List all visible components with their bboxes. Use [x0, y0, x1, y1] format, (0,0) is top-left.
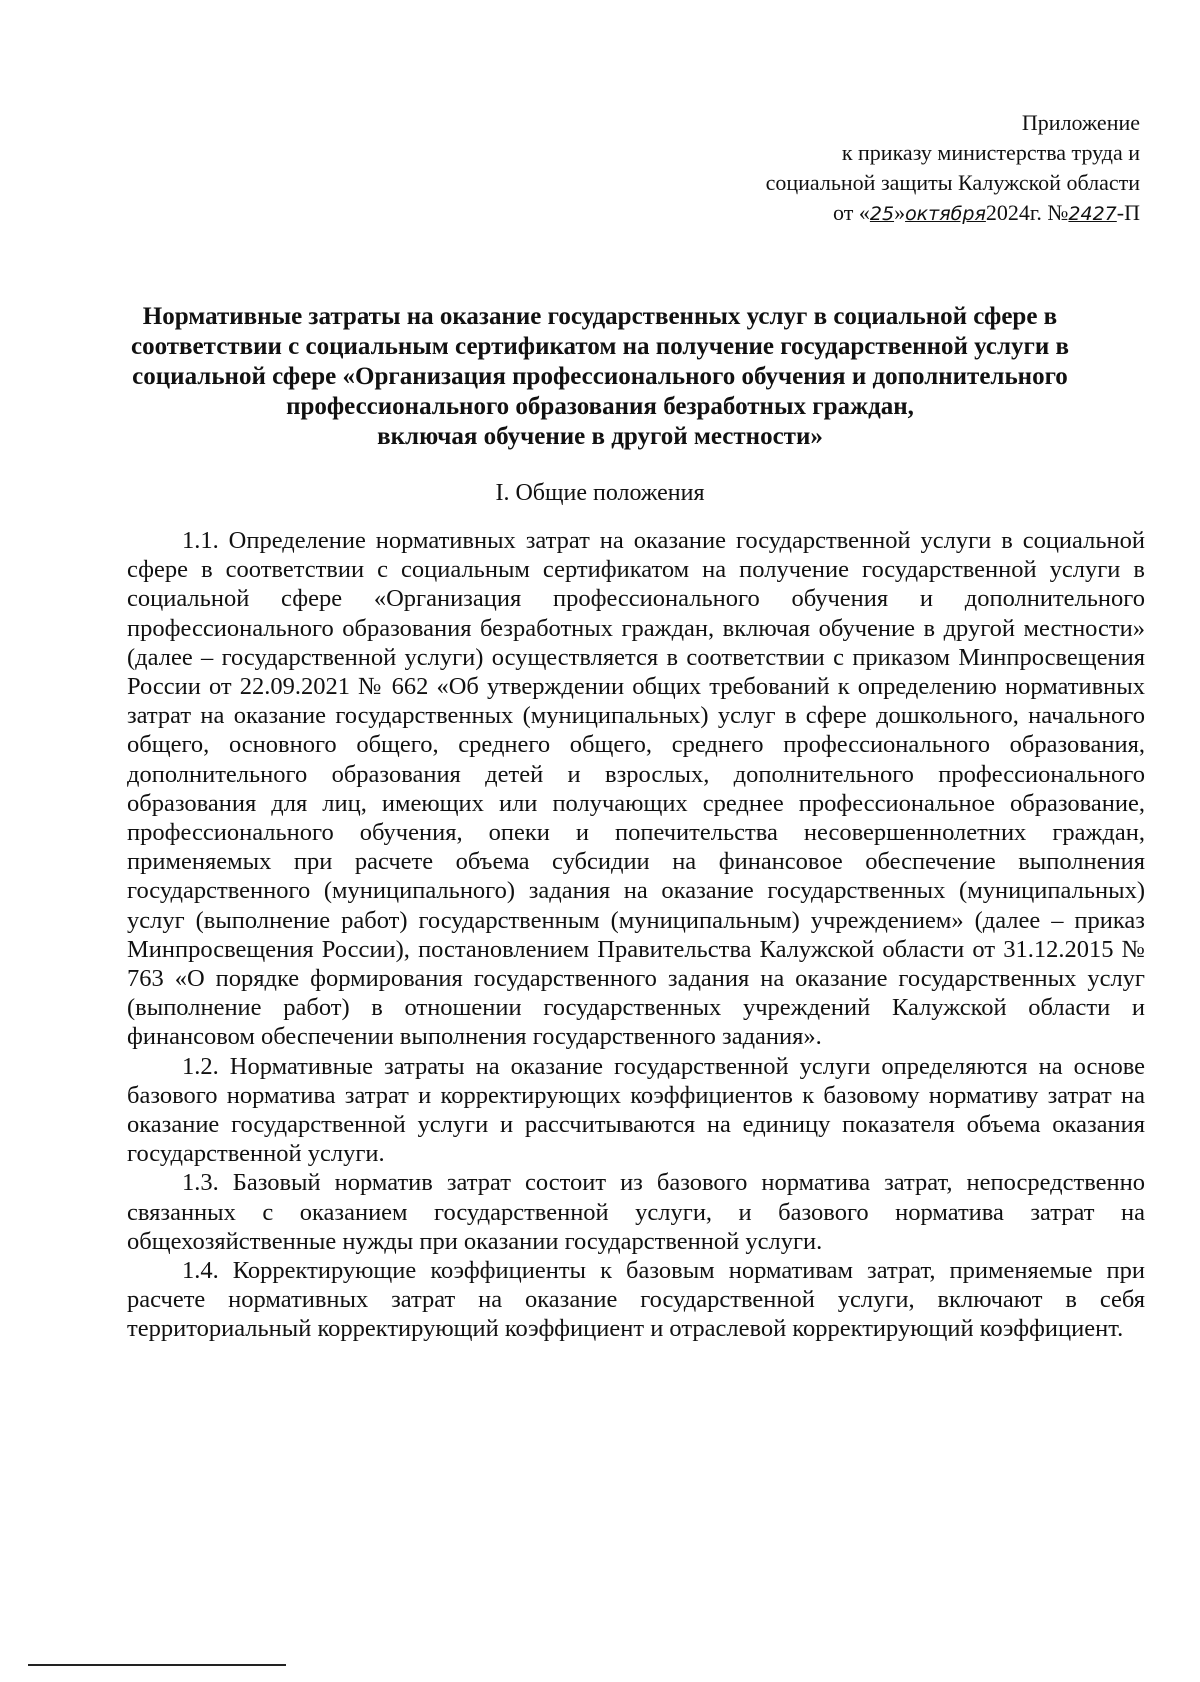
- document-body: [127, 526, 1145, 1344]
- appendix-ministry: социальной защиты Калужской области: [765, 170, 1140, 195]
- section-heading: I. Общие положения: [495, 480, 705, 506]
- paragraph-1-1: 1.1. Определение нормативных затрат на оказание государственной услуги в социальной сфере в соответствии с социальным сертификатом на получение государственной услуги в социальной сфере «Организация профессионального обучения и дополнительного профессионального образования безработных граждан, включая обучение в другой местности» (далее – государственной услуги) осуществляется в соответствии с приказом Минпросвещения России от 22.09.2021 № 662 «Об утверждении общих требований к определению нормативных затрат на оказание государственных (муниципальных) услуг в сфере дошкольного, начального общего, основного общего, среднего общего, среднего профессионального образования, дополнительного образования детей и взрослых, дополнительного профессионального образования для лиц, имеющих или получающих среднее профессиональное образование, профессионального обучения, опеки и попечительства несовершеннолетних граждан, применяемых при расчете объема субсидии на финансовое обеспечение выполнения государственного (муниципального) задания на оказание государственных (муниципальных) услуг (выполнение работ) государственным (муниципальным) учреждением» (далее – приказ Минпросвещения России), постановлением Правительства Калужской области от 31.12.2015 № 763 «О порядке формирования государственного задания на оказание государственных услуг (выполнение работ) в отношении государственных учреждений Калужской области и финансовом обеспечении выполнения государственного задания».: [127, 527, 1145, 1051]
- title-line: включая обучение в другой местности»: [377, 423, 823, 450]
- title-line: социальной сфере «Организация профессионального обучения и дополнительного: [132, 363, 1068, 390]
- number-suffix: -П: [1116, 200, 1140, 225]
- paragraph-1-3: 1.3. Базовый норматив затрат состоит из базового норматива затрат, непосредственно связанных с оказанием государственной услуги, и базового норматива затрат на общехозяйственные нужды при оказании государственной услуги.: [127, 1169, 1145, 1255]
- date-prefix: от «: [833, 200, 870, 225]
- paragraph-1-2: 1.2. Нормативные затраты на оказание государственной услуги определяются на основе базового норматива затрат и корректирующих коэффициентов к базовому нормативу затрат на оказание государственной услуги и рассчитываются на единицу показателя объема оказания государственной услуги.: [127, 1052, 1145, 1168]
- handwritten-month: октября: [905, 203, 986, 225]
- appendix-header: [720, 108, 1140, 229]
- year-suffix: 2024г. №: [985, 200, 1069, 225]
- appendix-date-number: [720, 198, 1140, 229]
- appendix-label: Приложение: [1021, 110, 1140, 135]
- document-title: [100, 302, 1100, 452]
- paragraph-1-4: 1.4. Корректирующие коэффициенты к базовым нормативам затрат, применяемые при расчете нормативных затрат на оказание государственной услуги, включают в себя территориальный корректирующий коэффициент и отраслевой корректирующий коэффициент.: [127, 1257, 1145, 1343]
- handwritten-day: 25: [869, 203, 895, 225]
- handwritten-number: 2427: [1068, 203, 1117, 225]
- appendix-order-ref: к приказу министерства труда и: [841, 140, 1140, 165]
- title-line: соответствии с социальным сертификатом на получение государственной услуги в: [130, 333, 1070, 360]
- title-line: профессионального образования безработных граждан,: [286, 393, 914, 420]
- quote-close: »: [894, 200, 906, 225]
- footnote-divider: [28, 1664, 286, 1666]
- title-line: Нормативные затраты на оказание государственных услуг в социальной сфере в: [142, 303, 1058, 330]
